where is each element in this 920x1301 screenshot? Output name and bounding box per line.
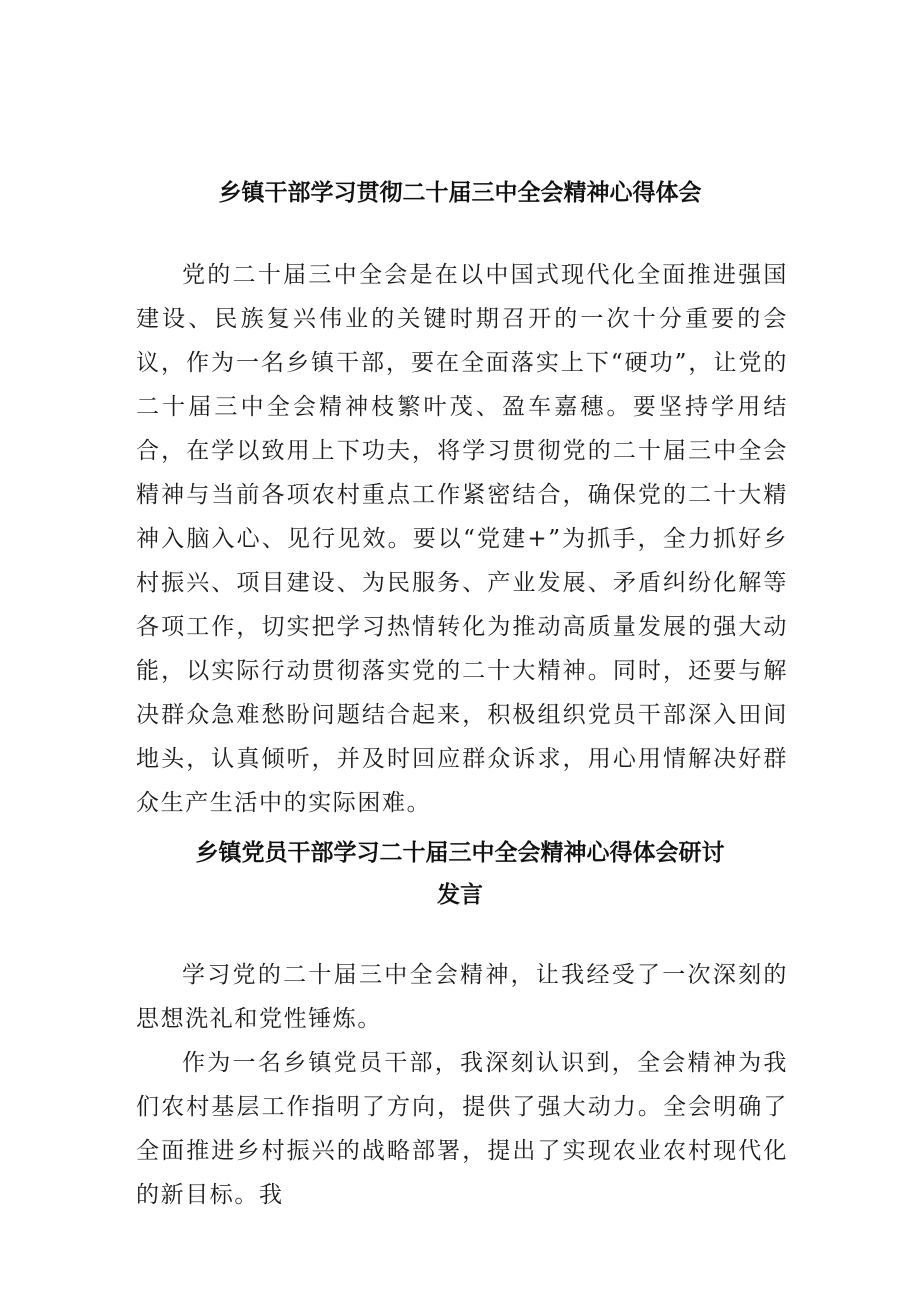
section2-title-line1: 乡镇党员干部学习二十届三中全会精神心得体会研讨 [195, 840, 725, 866]
section2-title-line2: 发言 [437, 882, 483, 908]
section1-title: 乡镇干部学习贯彻二十届三中全会精神心得体会 [218, 180, 702, 206]
section2-paragraph-2: 作为一名乡镇党员干部，我深刻认识到，全会精神为我们农村基层工作指明了方向，提供了强大动力。全会明确了全面推进乡村振兴的战略部署，提出了实现农业农村现代化的新目标。我 [136, 1050, 788, 1208]
section1-paragraph: 党的二十届三中全会是在以中国式现代化全面推进强国建设、民族复兴伟业的关键时期召开的一次十分重要的会议，作为一名乡镇干部，要在全面落实上下“硬功”，让党的二十届三中全会精神枝繁叶茂、盈车嘉穗。要坚持学用结合，在学以致用上下功夫，将学习贯彻党的二十届三中全会精神与当前各项农村重点工作紧密结合，确保党的二十大精神入脑入心、见行见效。要以“党建+”为抓手，全力抓好乡村振兴、项目建设、为民服务、产业发展、矛盾纠纷化解等各项工作，切实把学习热情转化为推动高质量发展的强大动能，以实际行动贯彻落实党的二十大精神。同时，还要与解决群众急难愁盼问题结合起来，积极组织党员干部深入田间地头，认真倾听，并及时回应群众诉求，用心用情解决好群众生产生活中的实际困难。 [136, 262, 788, 816]
section2-paragraph-1: 学习党的二十届三中全会精神，让我经受了一次深刻的思想洗礼和党性锤炼。 [136, 962, 788, 1032]
